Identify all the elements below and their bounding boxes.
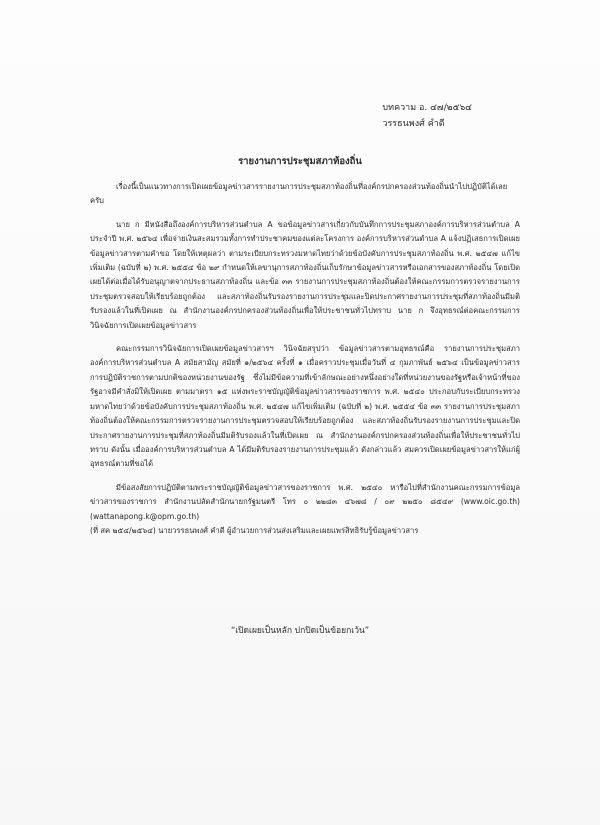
paragraph-facts: นาย ก มีหนังสือถึงองค์การบริหารส่วนตำบล A ขอข้อมูลข่าวสารเกี่ยวกับบันทึกการประชุมสภาองค์การบริหารส่วนตำบล A ประจำปี พ.ศ. ๒๕๖๔ เพื่อจ่ายเงินสะสมรวมทั้งการทำประชาคมของแต่ละโครงการ องค์การบริหารส่วนตำบล A แจ้งปฏิเสธการเปิดเผยข้อมูลข่าวสารตามคำขอ โดยให้เหตุผลว่า ตามระเบียบกระทรวงมหาดไทยว่าด้วยข้อบังคับการประชุมสภาท้องถิ่น พ.ศ. ๒๕๔๗ แก้ไขเพิ่มเติม (ฉบับที่ ๒) พ.ศ. ๒๕๕๔ ข้อ ๒๙ กำหนดให้เลขานุการสภาท้องถิ่นเก็บรักษาข้อมูลข่าวสารหรือเอกสารของสภาท้องถิ่น โดยเปิดเผยได้ต่อเมื่อได้รับอนุญาตจากประธานสภาท้องถิ่น และข้อ ๓๓ รายงานการประชุมสภาท้องถิ่นต้องให้คณะกรรมการตรวจรายงานการประชุมตรวจสอบให้เรียบร้อยถูกต้อง และสภาท้องถิ่นรับรองรายงานการประชุมและปิดประกาศรายงานการประชุมที่สภาท้องถิ่นมีมติรับรองแล้วในที่เปิดเผย ณ สำนักงานองค์กรปกครองส่วนท้องถิ่นเพื่อให้ประชาชนทั่วไปทราบ นาย ก จึงอุทธรณ์ต่อคณะกรรมการวินิจฉัยการเปิดเผยข้อมูลข่าวสาร <box>90 219 520 330</box>
document-body <box>90 180 520 547</box>
document-reference <box>382 100 472 132</box>
document-title: รายงานการประชุมสภาท้องถิ่น <box>238 156 362 167</box>
paragraph-contact: มีข้อสงสัยการปฏิบัติตามพระราชบัญญัติข้อมูลข่าวสารของราชการ พ.ศ. ๒๕๔๐ หารือไปที่สำนักงานคณะกรรมการข้อมูลข่าวสารของราชการ สำนักงานปลัดสำนักนายกรัฐมนตรี โทร ๐ ๒๒๘๓ ๔๖๗๘ / ๐๙ ๒๒๕๐ ๘๕๔๙ (www.oic.go.th) (wattanapong.k@opm.go.th) <box>90 482 520 521</box>
document-number: บทความ อ. ๔๗/๒๕๖๔ <box>382 103 472 113</box>
slogan: “เปิดเผยเป็นหลัก ปกปิดเป็นข้อยกเว้น” <box>230 626 370 636</box>
paragraph-ruling: คณะกรรมการวินิจฉัยการเปิดเผยข้อมูลข่าวสารฯ วินิจฉัยสรุปว่า ข้อมูลข่าวสารตามอุทธรณ์คือ รายงานการประชุมสภาองค์การบริหารส่วนตำบล A สมัยสามัญ สมัยที่ ๑/๒๕๖๔ ครั้งที่ ๑ เมื่อคราวประชุมเมื่อวันที่ ๔ กุมภาพันธ์ ๒๕๖๔ เป็นข้อมูลข่าวสารการปฏิบัติราชการตามปกติของหน่วยงานของรัฐ ซึ่งไม่มีข้อความที่เข้าลักษณะอย่างหนึ่งอย่างใดที่หน่วยงานของรัฐหรือเจ้าหน้าที่ของรัฐอาจมีคำสั่งมิให้เปิดเผย ตามมาตรา ๑๕ แห่งพระราชบัญญัติข้อมูลข่าวสารของราชการ พ.ศ. ๒๕๔๐ ประกอบกับระเบียบกระทรวงมหาดไทยว่าด้วยข้อบังคับการประชุมสภาท้องถิ่น พ.ศ. ๒๕๔๗ แก้ไขเพิ่มเติม (ฉบับที่ ๒) พ.ศ. ๒๕๕๔ ข้อ ๓๓ รายงานการประชุมสภาท้องถิ่นต้องให้คณะกรรมการตรวจรายงานการประชุมตรวจสอบให้เรียบร้อยถูกต้อง และสภาท้องถิ่นรับรองรายงานการประชุมและปิดประกาศรายงานการประชุมที่สภาท้องถิ่นมีมติรับรองแล้วในที่เปิดเผย ณ สำนักงานองค์กรปกครองส่วนท้องถิ่นเพื่อให้ประชาชนทั่วไปทราบ ดังนั้น เมื่อองค์การบริหารส่วนตำบล A ได้มีมติรับรองรายงานการประชุมแล้ว ดังกล่าวแล้ว สมควรเปิดเผยข้อมูลข่าวสารให้แก่ผู้อุทธรณ์ตามที่ขอได้ <box>90 344 520 469</box>
paragraph-signature: (ที่ สค ๒๕๔/๒๕๖๔) นายวรรธนพงศ์ คำดี ผู้อำนวยการส่วนส่งเสริมและเผยแพร่สิทธิรับรู้ข้อมูลข่าวสาร <box>90 525 419 535</box>
paragraph-intro: เรื่องนี้เป็นแนวทางการเปิดเผยข้อมูลข่าวสารรายงานการประชุมสภาท้องถิ่นที่องค์กรปกครองส่วนท้องถิ่นนำไปปฏิบัติได้เลยครับ <box>90 182 508 206</box>
document-author: วรรธนพงศ์ คำดี <box>382 119 445 129</box>
